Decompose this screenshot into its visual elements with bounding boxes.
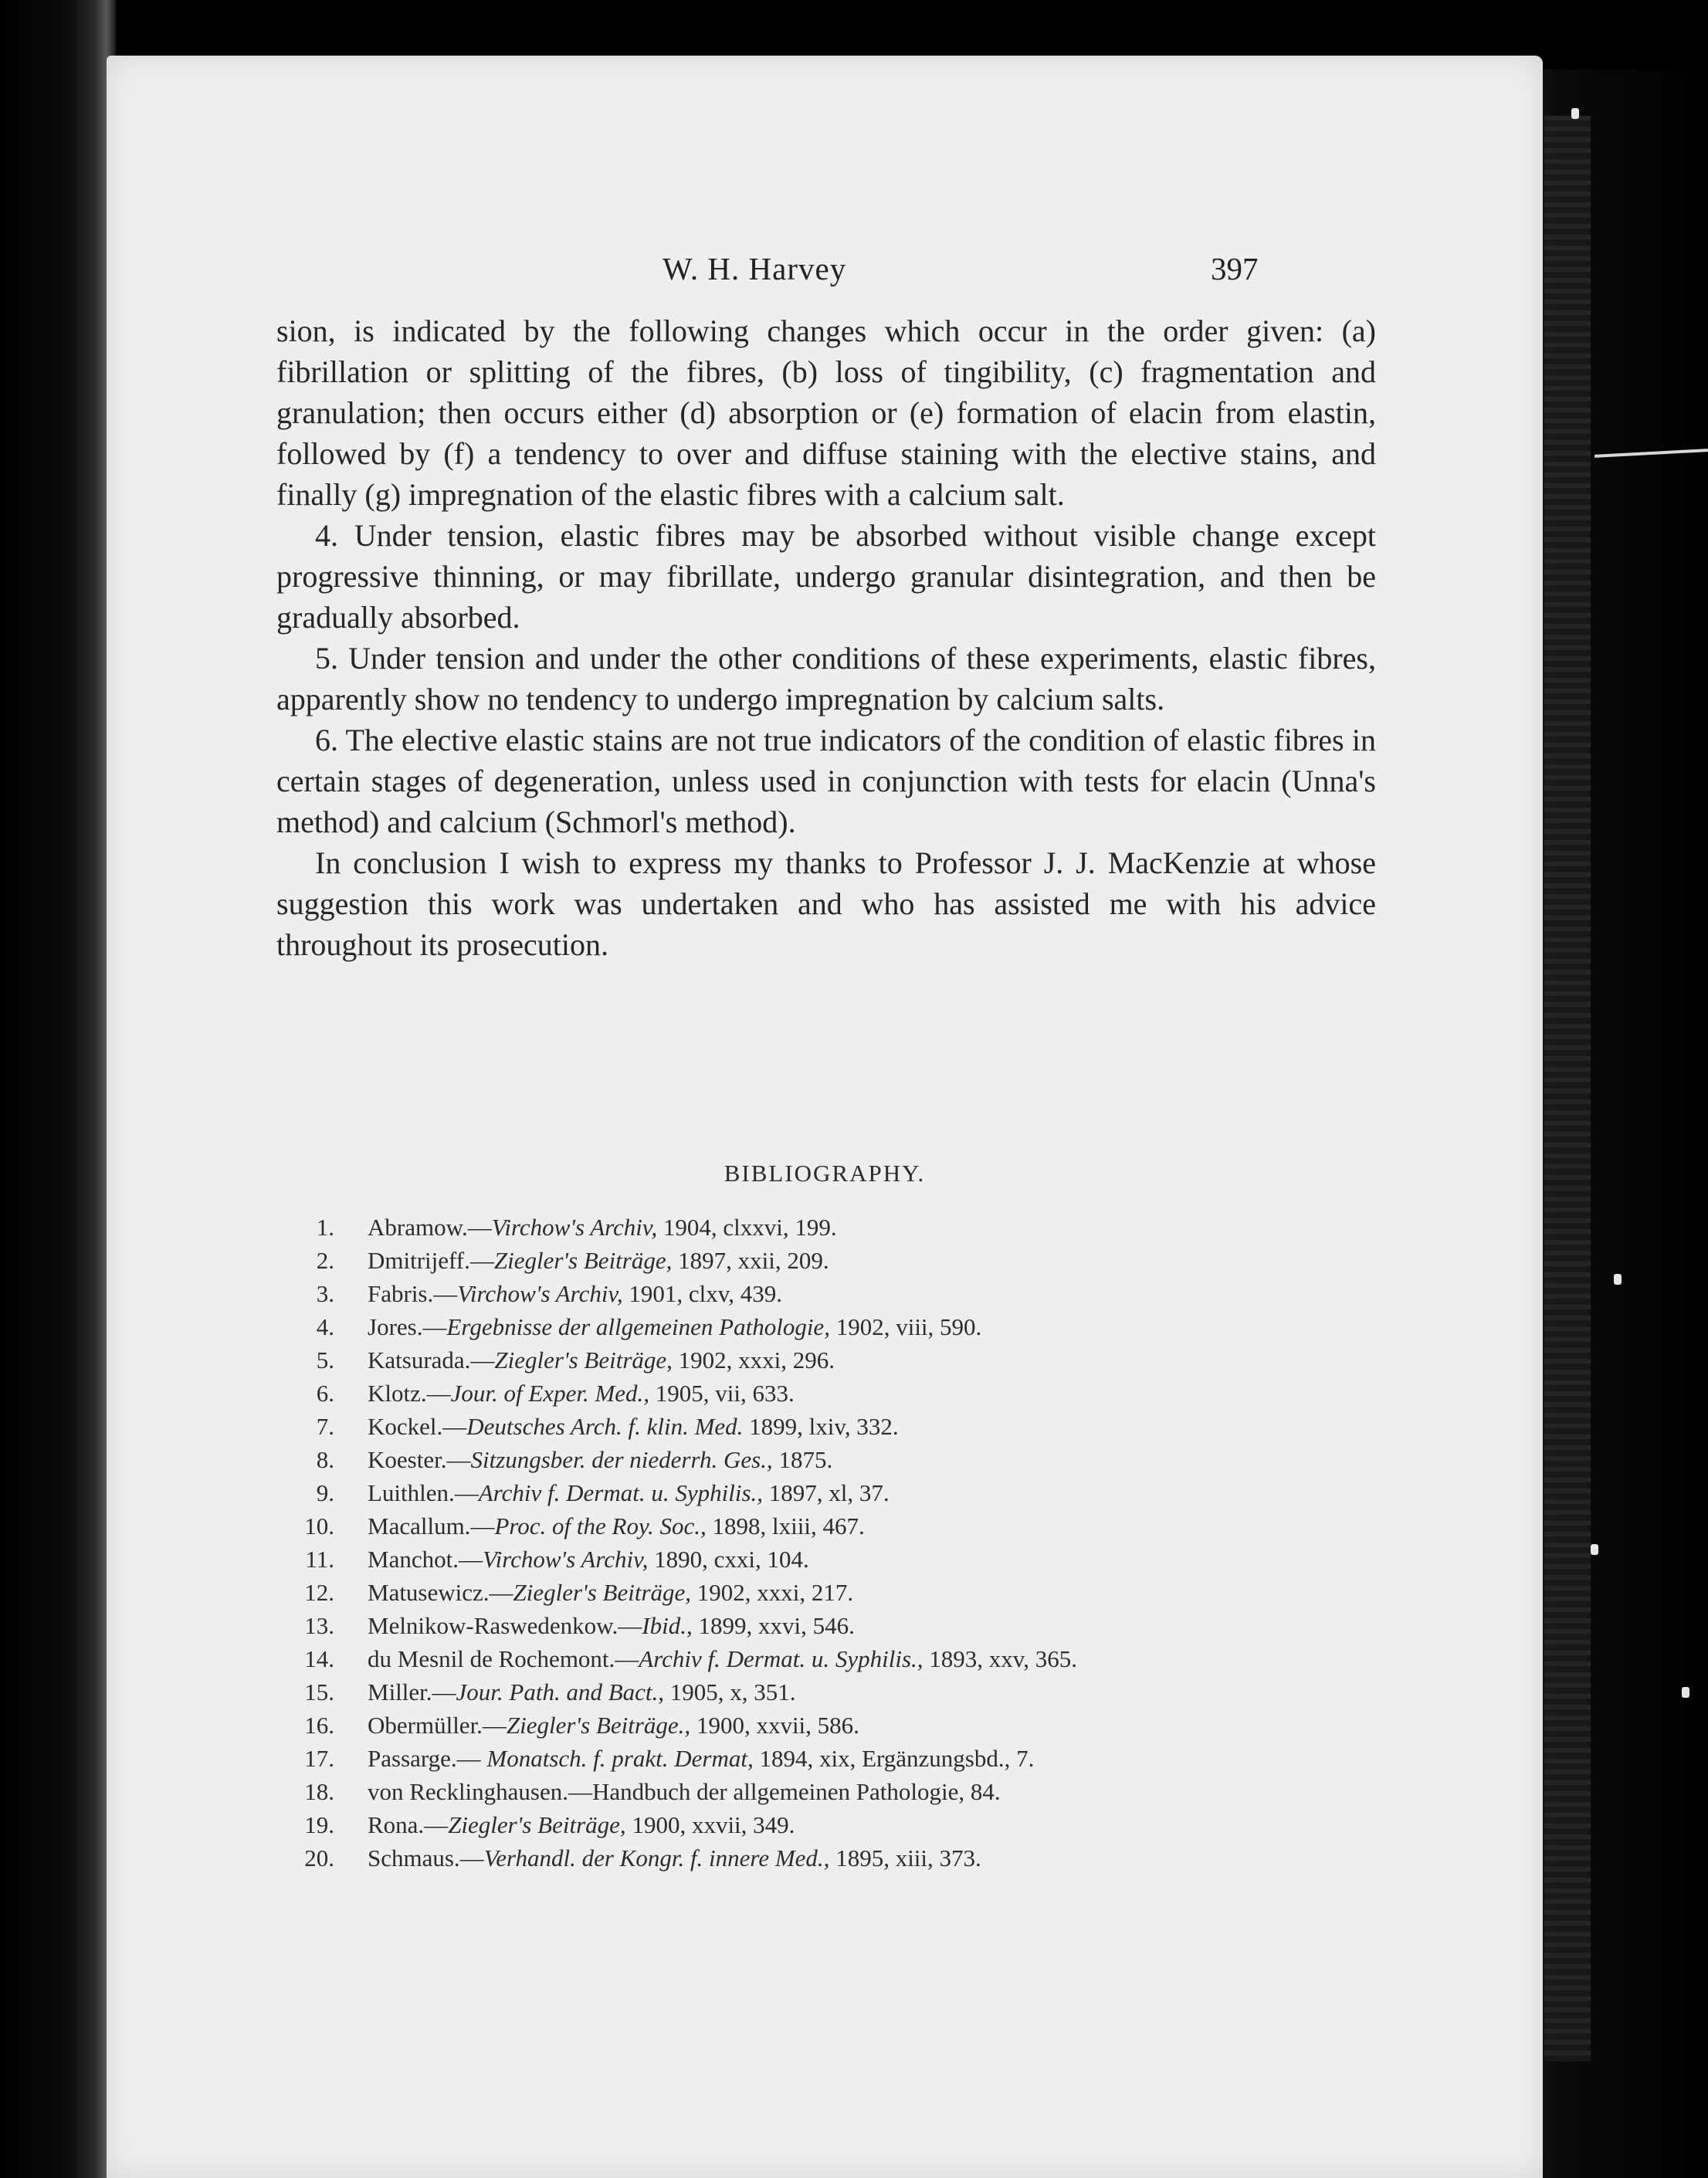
bibliography-entry: [292, 1579, 1404, 1612]
scan-speck: [1614, 1274, 1622, 1285]
bibliography-entry-author: Manchot.—: [368, 1546, 483, 1573]
paragraph-acknowledgement: In conclusion I wish to express my thanks to Professor J. J. MacKenzie at whose suggestion this work was undertaken and who has assisted me with his advice throughout its prosecution.: [276, 845, 1376, 962]
bibliography-entry-number: 7.: [316, 1413, 334, 1440]
bibliography-entry-text: [368, 1645, 1077, 1673]
bibliography-entry-text: [368, 1579, 853, 1607]
bibliography-entry-source: Deutsches Arch. f. klin. Med.: [466, 1413, 744, 1440]
bibliography-entry-source: Sitzungsber. der niederrh. Ges.,: [470, 1446, 773, 1473]
bibliography-entry-author: Jores.—: [368, 1313, 447, 1340]
bibliography-entry-details: 1897, xl, 37.: [763, 1479, 890, 1506]
bibliography-entry-number: 4.: [316, 1313, 334, 1340]
paragraph-continued: sion, is indicated by the following changes which occur in the order given: (a) fibrillation or splitting of the fibres, (b) loss of tingibility, (c) fragmentation and granulation; then occurs either (d) absorption or (e) formation of elacin from elastin, followed by (f) a tendency to over and diffuse staining with the elective stains, and finally (g) impregnation of the elastic fibres with a calcium salt.: [276, 313, 1376, 512]
bibliography-entry-source: Ziegler's Beiträge,: [493, 1247, 673, 1274]
bibliography-entry-number: 2.: [316, 1247, 334, 1274]
bibliography-entry-details: 1898, lxiii, 467.: [706, 1512, 865, 1540]
bibliography-entry-source: Ziegler's Beiträge,: [494, 1346, 673, 1374]
bibliography-entry-number: 15.: [304, 1678, 334, 1705]
bibliography-entry-text: [368, 1546, 809, 1573]
bibliography-entry-number: 1.: [316, 1214, 334, 1241]
book-page-edges: [1544, 116, 1591, 2061]
body-text: [276, 310, 1376, 965]
bibliography-entry-author: Koester.—: [368, 1446, 471, 1473]
bibliography-entry-details: 1902, xxxi, 217.: [691, 1579, 854, 1606]
bibliography-entry-text: [368, 1446, 832, 1474]
bibliography-entry-details: 1900, xxvii, 586.: [690, 1712, 859, 1739]
bibliography-entry-text: [368, 1745, 1034, 1773]
bibliography-entry-number: 10.: [304, 1512, 334, 1540]
bibliography-entry-number: 19.: [304, 1811, 334, 1838]
bibliography-entry-number: 11.: [305, 1546, 334, 1573]
bibliography-entry-author: Miller.—: [368, 1678, 456, 1705]
bibliography-entry-details: 1899, lxiv, 332.: [743, 1413, 899, 1440]
bibliography-entry-author: Melnikow-Raswedenkow.—: [368, 1612, 642, 1639]
bibliography-entry-number: 3.: [316, 1280, 334, 1307]
bibliography-entry-number: 5.: [316, 1346, 334, 1374]
bibliography-entry: [292, 1645, 1404, 1678]
paragraph-conclusion-4: 4. Under tension, elastic fibres may be absorbed without visible change except progressive thinning, or may fibrillate, undergo granular disintegration, and then be gradually absorbed.: [276, 518, 1376, 635]
bibliography-entry-details: 1902, viii, 590.: [829, 1313, 982, 1340]
bibliography-entry-details: 1897, xxii, 209.: [672, 1247, 829, 1274]
bibliography-entry-source: Verhandl. der Kongr. f. innere Med.,: [483, 1844, 830, 1871]
bibliography-entry-number: 8.: [316, 1446, 334, 1473]
bibliography-entry-author: Macallum.—: [368, 1512, 495, 1540]
bibliography-entry: [292, 1346, 1404, 1380]
bibliography-entry-number: 18.: [304, 1778, 334, 1805]
bibliography-entry: [292, 1247, 1404, 1280]
bibliography-entry-source: Archiv f. Dermat. u. Syphilis.,: [478, 1479, 764, 1506]
bibliography-entry-text: [368, 1479, 890, 1507]
bibliography-entry-number: 12.: [304, 1579, 334, 1606]
bibliography-entry-source: Ibid.,: [642, 1612, 693, 1639]
bibliography-entry-details: 1890, cxxi, 104.: [648, 1546, 809, 1573]
running-header: [107, 250, 1543, 296]
bibliography-entry-details: 1905, vii, 633.: [649, 1380, 795, 1407]
paragraph-conclusion-5: 5. Under tension and under the other conditions of these experiments, elastic fibres, apparently show no tendency to undergo impregnation by calcium salts.: [276, 641, 1376, 716]
bibliography-entry: [292, 1844, 1404, 1878]
bibliography-entry-number: 9.: [316, 1479, 334, 1506]
bibliography-entry-source: Archiv f. Dermat. u. Syphilis.,: [639, 1645, 923, 1672]
bibliography-entry-text: [368, 1678, 796, 1706]
bibliography-entry-author: Kockel.—: [368, 1413, 467, 1440]
bibliography-entry-source: Ergebnisse der allgemeinen Pathologie,: [446, 1313, 830, 1340]
bibliography-entry-source: Ziegler's Beiträge.,: [506, 1712, 691, 1739]
bibliography-entry: [292, 1413, 1404, 1446]
scan-speck: [1682, 1687, 1689, 1698]
bibliography-entry-author: du Mesnil de Rochemont.—: [368, 1645, 639, 1672]
bibliography-entry: [292, 1446, 1404, 1479]
bibliography-entry-author: Schmaus.—: [368, 1844, 484, 1871]
bibliography-entry: [292, 1313, 1404, 1346]
bibliography-entry-text: [368, 1247, 829, 1275]
bibliography-entry-author: Abramow.—: [368, 1214, 492, 1241]
bibliography-entry-source: Virchow's Archiv,: [482, 1546, 649, 1573]
bibliography-entry: [292, 1712, 1404, 1745]
page-number: 397: [1211, 251, 1259, 286]
bibliography-entry: [292, 1778, 1404, 1811]
bibliography-entry: [292, 1380, 1404, 1413]
bibliography-entry-text: [368, 1346, 835, 1374]
bibliography-entry-author: von Recklinghausen.—Handbuch der allgemeinen Pathologie, 84.: [368, 1778, 1001, 1805]
bibliography-entry-number: 6.: [316, 1380, 334, 1407]
bibliography-list: [292, 1214, 1404, 1878]
bibliography-entry-details: 1875.: [772, 1446, 833, 1473]
bibliography-entry-details: 1901, clxv, 439.: [622, 1280, 783, 1307]
bibliography-entry-source: Virchow's Archiv,: [491, 1214, 658, 1241]
bibliography-entry-source: Jour. Path. and Bact.,: [456, 1678, 665, 1705]
scan-left-margin: [0, 0, 116, 2178]
bibliography-entry-text: [368, 1811, 795, 1839]
bibliography-entry: [292, 1479, 1404, 1512]
bibliography-entry-details: 1904, clxxvi, 199.: [657, 1214, 837, 1241]
bibliography-entry-author: Luithlen.—: [368, 1479, 479, 1506]
bibliography-entry-source: Jour. of Exper. Med.,: [450, 1380, 650, 1407]
bibliography-entry-details: 1900, xxvii, 349.: [625, 1811, 795, 1838]
bibliography-entry-source: Virchow's Archiv,: [457, 1280, 623, 1307]
bibliography-entry-author: Katsurada.—: [368, 1346, 495, 1374]
bibliography-entry-source: Ziegler's Beiträge,: [448, 1811, 626, 1838]
bibliography-entry-details: 1893, xxv, 365.: [923, 1645, 1078, 1672]
scan-speck: [1591, 1544, 1598, 1555]
book-page: [107, 56, 1543, 2178]
bibliography-entry-details: 1899, xxvi, 546.: [692, 1612, 855, 1639]
bibliography-entry-text: [368, 1612, 855, 1640]
paragraph-conclusion-6: 6. The elective elastic stains are not true indicators of the condition of elastic fibres in certain stages of degeneration, unless used in conjunction with tests for elacin (Unna's method) and calcium (Schmorl's method).: [276, 723, 1376, 839]
bibliography-entry-text: [368, 1280, 782, 1308]
bibliography-entry-text: [368, 1844, 981, 1872]
bibliography-entry: [292, 1811, 1404, 1844]
bibliography-entry-text: [368, 1214, 837, 1241]
scan-speck: [1571, 108, 1579, 119]
bibliography-entry: [292, 1745, 1404, 1778]
bibliography-entry-source: Monatsch. f. prakt. Dermat,: [486, 1745, 754, 1772]
bibliography-entry-text: [368, 1712, 859, 1739]
bibliography-entry-number: 14.: [304, 1645, 334, 1672]
bibliography-entry-number: 16.: [304, 1712, 334, 1739]
bibliography-entry-source: Ziegler's Beiträge,: [513, 1579, 692, 1606]
bibliography-entry: [292, 1512, 1404, 1546]
bibliography-entry-source: Proc. of the Roy. Soc.,: [494, 1512, 707, 1540]
bibliography-entry-author: Dmitrijeff.—: [368, 1247, 494, 1274]
bibliography-entry: [292, 1678, 1404, 1712]
running-header-author: W. H. Harvey: [663, 251, 847, 286]
bibliography-heading: BIBLIOGRAPHY.: [724, 1160, 926, 1187]
bibliography-entry: [292, 1280, 1404, 1313]
bibliography-entry-author: Fabris.—: [368, 1280, 458, 1307]
bibliography-entry-author: Passarge.—: [368, 1745, 487, 1772]
bibliography-entry: [292, 1214, 1404, 1247]
bibliography-entry-number: 20.: [304, 1844, 334, 1871]
bibliography-entry-text: [368, 1313, 981, 1341]
bibliography-entry-details: 1894, xix, Ergänzungsbd., 7.: [753, 1745, 1035, 1772]
bibliography-entry-text: [368, 1512, 865, 1540]
bibliography-entry-details: 1905, x, 351.: [664, 1678, 796, 1705]
bibliography-entry-details: 1895, xiii, 373.: [829, 1844, 981, 1871]
bibliography-entry-text: [368, 1778, 1001, 1806]
bibliography-entry-author: Rona.—: [368, 1811, 449, 1838]
bibliography-entry-text: [368, 1380, 795, 1407]
bibliography-entry-text: [368, 1413, 899, 1441]
bibliography-entry: [292, 1612, 1404, 1645]
bibliography-entry-author: Matusewicz.—: [368, 1579, 513, 1606]
bibliography-entry-number: 17.: [304, 1745, 334, 1772]
bibliography-entry-author: Klotz.—: [368, 1380, 451, 1407]
bibliography-entry-details: 1902, xxxi, 296.: [672, 1346, 835, 1374]
bibliography-entry: [292, 1546, 1404, 1579]
bibliography-entry-author: Obermüller.—: [368, 1712, 507, 1739]
bibliography-entry-number: 13.: [304, 1612, 334, 1639]
